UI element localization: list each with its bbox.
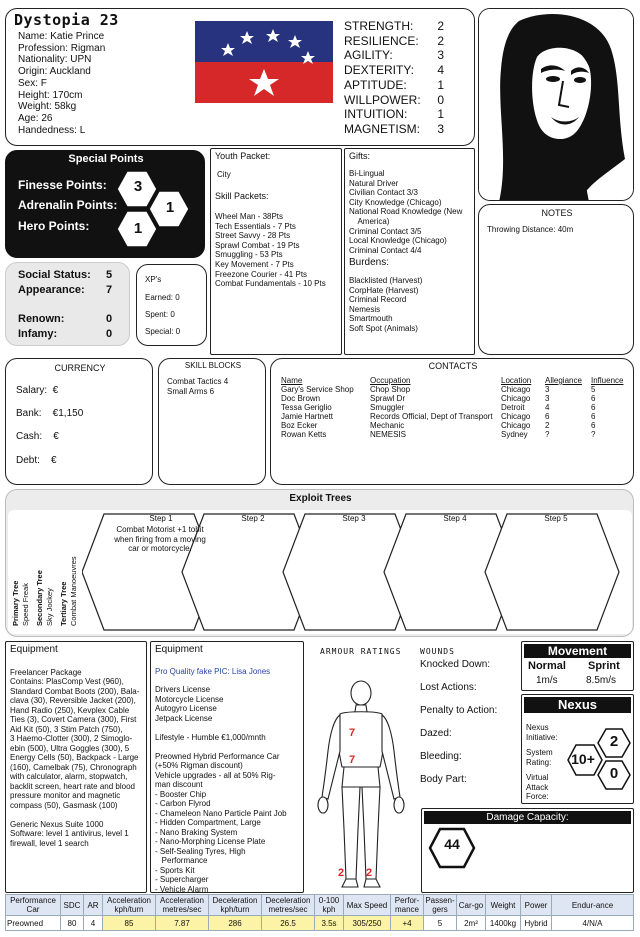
burden-item[interactable]: Soft Spot (Animals) bbox=[349, 323, 418, 333]
game-logo: Dystopia 23 bbox=[14, 11, 119, 29]
movement-normal-label: Normal bbox=[528, 660, 566, 672]
equipment-line[interactable]: Vehicle upgrades - all at 50% Rig- bbox=[155, 770, 276, 780]
gifts-list bbox=[349, 169, 462, 255]
movement-normal-value[interactable]: 1m/s bbox=[536, 675, 558, 686]
equipment-line[interactable]: Ties (3), Covert Camera (300), First bbox=[10, 715, 137, 724]
step-2-label: Step 2 bbox=[241, 514, 265, 523]
contact-location: Chicago bbox=[501, 385, 531, 394]
character-height[interactable]: Height: 170cm bbox=[18, 89, 83, 101]
equipment-line[interactable]: - Nano-Morphing License Plate bbox=[155, 837, 266, 846]
character-info-box bbox=[5, 8, 475, 146]
penalty-field[interactable]: Penalty to Action: bbox=[420, 705, 498, 716]
gift-item[interactable]: America) bbox=[349, 216, 390, 226]
gift-item[interactable]: City Knowledge (Chicago) bbox=[349, 197, 442, 207]
character-age[interactable]: Age: 26 bbox=[18, 112, 53, 124]
equipment-box-2 bbox=[150, 641, 304, 893]
skill-packet-item[interactable]: Smuggling - 53 Pts bbox=[215, 250, 283, 260]
adrenalin-points-label: Adrenalin Points: bbox=[18, 198, 118, 212]
nexus-system-value[interactable]: 10+ bbox=[571, 751, 595, 767]
burden-item[interactable]: Nemesis bbox=[349, 304, 381, 314]
equipment-line bbox=[10, 810, 146, 820]
movement-sprint-label: Sprint bbox=[588, 660, 620, 672]
bank-field[interactable]: Bank: €1,150 bbox=[16, 408, 84, 419]
renown-value[interactable]: 0 bbox=[106, 313, 113, 325]
notes-title: NOTES bbox=[541, 208, 573, 218]
nexus-initiative-label: Nexus Initiative: bbox=[526, 723, 558, 742]
vehicle-value-cell[interactable]: Hybrid bbox=[521, 916, 552, 931]
vehicle-header-cell: Acceleration kph/turn bbox=[103, 895, 156, 916]
movement-sprint-value[interactable]: 8.5m/s bbox=[586, 675, 617, 686]
vehicle-value-cell[interactable]: +4 bbox=[391, 916, 424, 931]
equipment-line[interactable]: Motorcycle License bbox=[155, 694, 224, 704]
tree-labels bbox=[10, 514, 80, 632]
character-details bbox=[18, 31, 188, 136]
youth-packet-title: Youth Packet: bbox=[215, 151, 271, 161]
nexus-initiative-value[interactable]: 2 bbox=[609, 733, 619, 750]
vehicle-header-cell: Perfor-mance bbox=[391, 895, 424, 916]
skill-blocks-box bbox=[158, 358, 266, 485]
vehicle-value-cell[interactable]: 4 bbox=[84, 916, 103, 931]
nation-flag bbox=[195, 21, 333, 103]
social-status-value[interactable]: 5 bbox=[106, 269, 113, 281]
contacts-header-occupation: Occupation bbox=[370, 376, 411, 385]
equipment-line[interactable]: pressure monitor and magnetic bbox=[10, 791, 121, 800]
cash-field[interactable]: Cash: € bbox=[16, 431, 59, 442]
contact-allegiance: 6 bbox=[545, 412, 550, 421]
contacts-table bbox=[281, 376, 625, 439]
skill-block-item[interactable]: Combat Tactics 4 bbox=[167, 377, 229, 386]
armour-leg-right[interactable]: 2 bbox=[366, 867, 373, 879]
damage-capacity-value[interactable]: 44 bbox=[444, 836, 460, 852]
contact-name: Gary's Service Shop bbox=[281, 385, 354, 394]
contact-name: Rowan Ketts bbox=[281, 430, 327, 439]
vehicle-value-cell[interactable]: 26.5 bbox=[262, 916, 315, 931]
equipment-line[interactable]: (+50% Rigman discount) bbox=[155, 761, 243, 770]
skill-packets-title: Skill Packets: bbox=[215, 191, 269, 201]
equipment-2-title: Equipment bbox=[155, 644, 203, 655]
character-origin[interactable]: Origin: Auckland bbox=[18, 66, 91, 78]
nexus-title: Nexus bbox=[524, 697, 631, 713]
notes-box bbox=[478, 204, 634, 355]
skill-blocks-list bbox=[167, 377, 228, 396]
contact-location: Detroit bbox=[501, 403, 525, 412]
character-handedness[interactable]: Handedness: L bbox=[18, 124, 86, 136]
damage-capacity-title: Damage Capacity: bbox=[424, 811, 631, 824]
skill-packet-item[interactable]: Key Movement - 7 Pts bbox=[215, 259, 294, 269]
xp-box bbox=[136, 264, 207, 346]
contact-name: Jamie Hartnett bbox=[281, 412, 334, 421]
tertiary-tree-label: Tertiary Tree bbox=[59, 581, 68, 626]
contacts-header-row bbox=[281, 376, 625, 385]
vehicle-value-cell[interactable]: 7.87 bbox=[156, 916, 209, 931]
contact-influence: 6 bbox=[591, 421, 596, 430]
vehicle-header-cell: Max Speed bbox=[344, 895, 391, 916]
gifts-box bbox=[344, 148, 475, 355]
infamy-value[interactable]: 0 bbox=[106, 328, 113, 340]
debt-field[interactable]: Debt: € bbox=[16, 455, 57, 466]
contact-influence: 6 bbox=[591, 403, 596, 412]
equipment-line[interactable]: Generic Nexus Suite 1000 bbox=[10, 819, 104, 829]
contacts-title: CONTACTS bbox=[428, 361, 478, 371]
armour-ratings-title: ARMOUR RATINGS bbox=[320, 647, 402, 656]
social-status-label: Social Status: bbox=[18, 269, 91, 281]
vehicle-values-row[interactable] bbox=[6, 916, 634, 931]
equipment-line[interactable]: firewall, level 1 search bbox=[10, 838, 89, 848]
skill-packet-item[interactable]: Tech Essentials - 7 Pts bbox=[215, 221, 296, 231]
gift-item[interactable]: National Road Knowledge (New bbox=[349, 207, 463, 217]
vehicle-header-cell: Acceleration metres/sec bbox=[156, 895, 209, 916]
contact-location: Sydney bbox=[501, 430, 528, 439]
equipment-line[interactable]: (160), Camelbak (75), Chronograph bbox=[10, 762, 137, 772]
vehicle-header-cell: AR bbox=[84, 895, 103, 916]
skill-packet-item[interactable]: Sprawl Combat - 19 Pts bbox=[215, 240, 300, 250]
equipment-1-title: Equipment bbox=[10, 644, 58, 655]
wounds-title: WOUNDS bbox=[420, 647, 455, 656]
vehicle-value-cell[interactable]: 286 bbox=[209, 916, 262, 931]
skill-block-item[interactable]: Small Arms 6 bbox=[167, 386, 215, 396]
character-portrait bbox=[479, 9, 634, 201]
character-sex[interactable]: Sex: F bbox=[18, 77, 47, 89]
contact-allegiance: 3 bbox=[545, 394, 550, 403]
burden-item[interactable]: CorpHate (Harvest) bbox=[349, 285, 419, 295]
table-row[interactable] bbox=[281, 403, 625, 412]
table-row[interactable] bbox=[281, 394, 625, 403]
sky-jockey-label: Sky Jockey bbox=[45, 588, 54, 626]
equipment-line[interactable]: Autogyro License bbox=[155, 704, 217, 713]
appearance-label: Appearance: bbox=[18, 284, 85, 296]
vehicle-header-cell: Weight bbox=[486, 895, 521, 916]
attribute-magnetism[interactable]: MAGNETISM: 3 bbox=[344, 121, 444, 136]
equipment-line[interactable]: Drivers License bbox=[155, 685, 211, 694]
currency-title: CURRENCY bbox=[54, 363, 106, 373]
equipment-2-list bbox=[155, 685, 287, 894]
attribute-intuition[interactable]: INTUITION: 1 bbox=[344, 107, 444, 122]
skill-packet-item[interactable]: Combat Fundamentals - 10 Pts bbox=[215, 279, 326, 289]
contact-location: Chicago bbox=[501, 421, 531, 430]
social-status-box bbox=[5, 262, 130, 346]
gift-item[interactable]: Natural Driver bbox=[349, 178, 399, 188]
contact-influence: 5 bbox=[591, 385, 596, 394]
body-part-field[interactable]: Body Part: bbox=[420, 774, 467, 785]
contact-allegiance: ? bbox=[545, 430, 550, 439]
renown-label: Renown: bbox=[18, 313, 65, 325]
equipment-line[interactable]: ebin (500), Ultra Goggles (300), 5 bbox=[10, 743, 130, 753]
equipment-box-1 bbox=[5, 641, 147, 893]
nexus-virtual-label: Virtual Attack Force: bbox=[526, 773, 549, 802]
equipment-line[interactable]: - Booster Chip bbox=[155, 789, 207, 799]
equipment-line[interactable]: Contains: PlasComp Vest (960), bbox=[10, 677, 124, 686]
attribute-aptitude[interactable]: APTITUDE: 1 bbox=[344, 77, 444, 92]
vehicle-value-cell[interactable]: 80 bbox=[61, 916, 84, 931]
vehicle-value-cell[interactable]: 4/N/A bbox=[552, 916, 634, 931]
contacts-box bbox=[270, 358, 634, 485]
xp-spent[interactable]: Spent: 0 bbox=[145, 310, 175, 319]
primary-tree-label: Primary Tree bbox=[11, 580, 20, 626]
vehicle-header-cell: Endur-ance bbox=[552, 895, 634, 916]
contact-influence: ? bbox=[591, 430, 596, 439]
attribute-resilience[interactable]: RESILIENCE: 2 bbox=[344, 33, 444, 48]
contacts-header-influence: Influence bbox=[591, 376, 624, 385]
contact-occupation: Mechanic bbox=[370, 421, 405, 430]
equipment-line[interactable]: clava (30), Reversible Jacket (200), bbox=[10, 696, 136, 705]
notes-text[interactable]: Throwing Distance: 40m bbox=[487, 225, 574, 234]
bleeding-field[interactable]: Bleeding: bbox=[420, 751, 462, 762]
nexus-box bbox=[521, 694, 634, 804]
equipment-line[interactable]: Standard Combat Boots (200), Bala- bbox=[10, 686, 140, 696]
step-3-label: Step 3 bbox=[342, 514, 366, 523]
equipment-line[interactable]: - Supercharger bbox=[155, 875, 209, 884]
character-name[interactable]: Name: Katie Prince bbox=[18, 31, 105, 42]
equipment-line[interactable]: Energy Cells (50), Backpack - Large bbox=[10, 753, 139, 762]
xp-earned[interactable]: Earned: 0 bbox=[145, 293, 180, 302]
special-points-box bbox=[5, 150, 205, 258]
burden-item[interactable]: Criminal Record bbox=[349, 295, 407, 305]
vehicle-header-cell: Deceleration metres/sec bbox=[262, 895, 315, 916]
step-1-text[interactable]: Combat Motorist +1 tohit when firing from a moving car or motorcycle. bbox=[114, 525, 206, 553]
vehicle-table-wrap bbox=[5, 894, 634, 931]
contact-occupation: Records Official, Dept of Transport bbox=[370, 412, 493, 421]
attribute-agility[interactable]: AGILITY: 3 bbox=[344, 48, 444, 63]
contacts-header-name: Name bbox=[281, 376, 303, 385]
gift-item[interactable]: Bi-Lingual bbox=[349, 169, 385, 178]
attributes-list bbox=[344, 19, 444, 137]
burdens-title: Burdens: bbox=[349, 257, 390, 268]
infamy-label: Infamy: bbox=[18, 328, 58, 340]
contact-occupation: Sprawl Dr bbox=[370, 394, 406, 403]
wounds-list bbox=[420, 659, 497, 797]
hero-points-value[interactable]: 1 bbox=[133, 220, 143, 237]
contact-allegiance: 3 bbox=[545, 385, 550, 394]
equipment-line[interactable]: Lifestyle - Humble €1,000/mnth bbox=[155, 732, 266, 742]
knocked-down-field[interactable]: Knocked Down: bbox=[420, 659, 491, 670]
attribute-strength[interactable]: STRENGTH: 2 bbox=[344, 19, 444, 33]
step-hex bbox=[485, 514, 619, 630]
equipment-line[interactable]: with calculator, alarm, stopwatch, bbox=[10, 772, 128, 781]
gift-item[interactable]: Criminal Contact 3/5 bbox=[349, 226, 422, 236]
nexus-virtual-value[interactable]: 0 bbox=[609, 765, 619, 782]
equipment-line[interactable]: - Sports Kit bbox=[155, 865, 195, 875]
body-silhouette bbox=[310, 679, 412, 891]
equipment-line[interactable]: Preowned Hybrid Performance Car bbox=[155, 751, 280, 761]
table-row[interactable] bbox=[281, 430, 625, 439]
table-row[interactable] bbox=[281, 385, 625, 394]
table-row[interactable] bbox=[281, 421, 625, 430]
contact-allegiance: 2 bbox=[545, 421, 550, 430]
armour-torso[interactable]: 7 bbox=[349, 727, 356, 739]
xp-title: XP's bbox=[145, 275, 162, 284]
burdens-list bbox=[349, 276, 422, 334]
equipment-line[interactable]: Aid Kit (50), 3 Stim Patch (750), bbox=[10, 724, 123, 734]
dazed-field[interactable]: Dazed: bbox=[420, 728, 452, 739]
vehicle-value-cell[interactable]: 3.5s bbox=[315, 916, 344, 931]
step-1-label: Step 1 bbox=[149, 514, 173, 523]
vehicle-header-cell: Performance Car bbox=[6, 895, 61, 916]
equipment-line bbox=[10, 658, 146, 668]
vehicle-header-cell: Passen-gers bbox=[425, 896, 455, 914]
contact-allegiance: 4 bbox=[545, 403, 550, 412]
finesse-points-value[interactable]: 3 bbox=[133, 178, 143, 195]
armour-abdomen[interactable]: 7 bbox=[349, 754, 356, 766]
contacts-header-allegiance: Allegiance bbox=[545, 376, 582, 385]
burden-item[interactable]: Smartmouth bbox=[349, 314, 393, 324]
speed-freak-label: Speed Freak bbox=[21, 583, 30, 626]
contact-name: Boz Ecker bbox=[281, 421, 318, 430]
equipment-line bbox=[155, 742, 287, 752]
skill-packet-item[interactable]: Street Savvy - 28 Pts bbox=[215, 231, 291, 241]
contact-location: Chicago bbox=[501, 394, 531, 403]
vehicle-header-cell: Deceleration kph/turn bbox=[209, 895, 262, 916]
contact-name: Doc Brown bbox=[281, 394, 321, 403]
equipment-line[interactable]: - Hidden Compartment, Large bbox=[155, 818, 261, 827]
vehicle-value-cell[interactable]: 5 bbox=[424, 916, 457, 931]
equipment-line[interactable]: Performance bbox=[155, 856, 208, 865]
attribute-dexterity[interactable]: DEXTERITY: 4 bbox=[344, 63, 444, 78]
movement-title: Movement bbox=[524, 644, 631, 658]
gift-item[interactable]: Local Knowledge (Chicago) bbox=[349, 236, 447, 246]
vehicle-value-cell[interactable]: Preowned bbox=[6, 916, 61, 931]
equipment-line[interactable]: Hand Radio (250), Kevplex Cable bbox=[10, 705, 130, 715]
combat-manoeuvres-label: Combat Manoeuvres bbox=[69, 556, 78, 626]
exploit-trees-box bbox=[5, 489, 634, 637]
equipment-line[interactable]: 3 Haemo-Clotter (300), 2 Simoglo- bbox=[10, 734, 133, 743]
vehicle-header-cell: Car-go bbox=[457, 895, 486, 916]
vehicle-table bbox=[5, 894, 634, 931]
skill-packet-item[interactable]: Wheel Man - 38Pts bbox=[215, 212, 284, 221]
equipment-line[interactable]: - Carbon Flyrod bbox=[155, 799, 211, 808]
gifts-title: Gifts: bbox=[349, 151, 371, 161]
equipment-line[interactable]: Software: level 1 antivirus, level 1 bbox=[10, 829, 129, 838]
appearance-value[interactable]: 7 bbox=[106, 284, 113, 296]
gift-item[interactable]: Civilian Contact 3/3 bbox=[349, 188, 418, 198]
movement-box bbox=[521, 641, 634, 691]
contact-name: Tessa Geriglio bbox=[281, 403, 332, 412]
vehicle-value-cell[interactable]: 85 bbox=[103, 916, 156, 931]
secondary-tree-label: Secondary Tree bbox=[35, 570, 44, 626]
contact-occupation: Chop Shop bbox=[370, 385, 411, 394]
contact-influence: 6 bbox=[591, 412, 596, 421]
salary-field[interactable]: Salary: € bbox=[16, 385, 59, 396]
vehicle-value-cell[interactable]: 1400kg bbox=[486, 916, 521, 931]
skill-blocks-title: SKILL BLOCKS bbox=[184, 361, 242, 370]
character-nationality[interactable]: Nationality: UPN bbox=[18, 54, 92, 66]
finesse-points-label: Finesse Points: bbox=[18, 178, 107, 192]
vehicle-header-cell: 0-100 kph bbox=[315, 895, 344, 916]
vehicle-header-cell: SDC bbox=[61, 895, 84, 916]
gift-item[interactable]: Criminal Contact 4/4 bbox=[349, 245, 422, 255]
contact-occupation: NEMESIS bbox=[370, 430, 407, 439]
equipment-line[interactable]: - Vehicle Alarm bbox=[155, 884, 209, 894]
equipment-line[interactable]: - Self-Sealing Tyres, High bbox=[155, 846, 246, 856]
xp-special[interactable]: Special: 0 bbox=[145, 327, 181, 336]
equipment-line[interactable]: - Chameleon Nano Particle Paint Job bbox=[155, 808, 287, 818]
vehicle-header-cell: Power bbox=[521, 895, 552, 916]
equipment-line[interactable]: - Nano Braking System bbox=[155, 827, 238, 837]
skill-packet-item[interactable]: Freezone Courier - 41 Pts bbox=[215, 269, 308, 279]
equipment-line[interactable]: compass (50), Gasmask (100) bbox=[10, 800, 118, 810]
character-profession[interactable]: Profession: Rigman bbox=[18, 42, 106, 54]
skill-packets-list bbox=[215, 212, 326, 289]
attribute-willpower[interactable]: WILLPOWER: 0 bbox=[344, 92, 444, 107]
vehicle-header-row bbox=[6, 895, 634, 916]
equipment-1-list bbox=[10, 658, 146, 848]
character-weight[interactable]: Weight: 58kg bbox=[18, 101, 77, 113]
step-5-label: Step 5 bbox=[544, 514, 568, 523]
youth-packet-value[interactable]: City bbox=[217, 170, 231, 179]
step-4-label: Step 4 bbox=[443, 514, 467, 523]
currency-box bbox=[5, 358, 153, 485]
equipment-line[interactable]: man discount bbox=[155, 780, 203, 789]
adrenalin-points-value[interactable]: 1 bbox=[165, 199, 175, 216]
exploit-trees-title: Exploit Trees bbox=[289, 493, 352, 504]
equipment-line[interactable]: backlit screen, heart rate and blood bbox=[10, 781, 135, 791]
burden-item[interactable]: Blacklisted (Harvest) bbox=[349, 276, 423, 285]
hero-points-label: Hero Points: bbox=[18, 219, 90, 233]
equipment-line bbox=[155, 723, 287, 733]
special-points-title: Special Points bbox=[68, 153, 144, 165]
armour-leg-left[interactable]: 2 bbox=[338, 867, 345, 879]
contacts-header-location: Location bbox=[501, 376, 532, 385]
contact-occupation: Smuggler bbox=[370, 403, 405, 412]
nexus-system-label: System Rating: bbox=[526, 748, 553, 767]
contact-location: Chicago bbox=[501, 412, 531, 421]
youth-packet-box bbox=[210, 148, 342, 355]
equipment-line[interactable]: Freelancer Package bbox=[10, 667, 82, 677]
vehicle-value-cell[interactable]: 2m² bbox=[457, 916, 486, 931]
lost-actions-field[interactable]: Lost Actions: bbox=[420, 682, 477, 693]
contact-influence: 6 bbox=[591, 394, 596, 403]
table-row[interactable] bbox=[281, 412, 625, 421]
equipment-line[interactable]: Jetpack License bbox=[155, 713, 213, 723]
portrait-box bbox=[478, 8, 634, 201]
damage-capacity-box bbox=[421, 808, 634, 893]
fake-pic[interactable]: Pro Quality fake PIC: Lisa Jones bbox=[155, 667, 271, 676]
vehicle-value-cell[interactable]: 305/250 bbox=[344, 916, 391, 931]
